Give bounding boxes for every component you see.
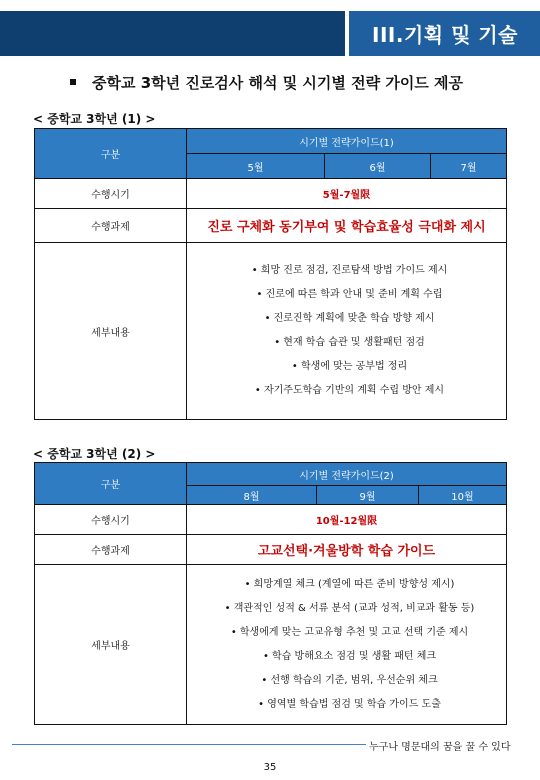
strategy-table-1 bbox=[34, 128, 507, 420]
strategy-group-header: 시기별 전략가이드(1) bbox=[187, 129, 507, 154]
detail-list bbox=[193, 259, 506, 403]
category-header: 구분 bbox=[35, 463, 187, 505]
timing-label: 수행시기 bbox=[35, 505, 187, 535]
timing-label: 수행시기 bbox=[35, 179, 187, 209]
banner-dark-block bbox=[0, 11, 345, 56]
section-heading bbox=[70, 72, 463, 93]
detail-item: • 희망 진로 점검, 진로탐색 방법 가이드 제시 bbox=[251, 265, 448, 276]
month-header: 5월 bbox=[187, 154, 325, 179]
category-header: 구분 bbox=[35, 129, 187, 179]
task-label: 수행과제 bbox=[35, 535, 187, 565]
month-header: 9월 bbox=[317, 486, 419, 505]
task-value: 진로 구체화 동기부여 및 학습효율성 극대화 제시 bbox=[187, 209, 507, 243]
detail-item: • 희망계열 체크 (계열에 따른 준비 방향성 제시) bbox=[244, 578, 455, 590]
timing-value: 5월-7월限 bbox=[187, 179, 507, 209]
timing-value: 10월-12월限 bbox=[187, 505, 507, 535]
detail-label: 세부내용 bbox=[35, 565, 187, 725]
header-banner bbox=[0, 11, 540, 56]
table-caption-1: < 중학교 3학년 (1) > bbox=[33, 112, 156, 126]
task-value: 고교선택·겨울방학 학습 가이드 bbox=[187, 535, 507, 565]
table-caption-2: < 중학교 3학년 (2) > bbox=[33, 447, 156, 461]
detail-item: • 학생에 맞는 공부법 정리 bbox=[291, 361, 408, 372]
detail-cell bbox=[187, 243, 507, 420]
detail-item: • 학습 방해요소 점검 및 생활 패턴 체크 bbox=[262, 650, 437, 662]
strategy-group-header: 시기별 전략가이드(2) bbox=[187, 463, 507, 486]
detail-item: • 학생에게 맞는 고교유형 추천 및 고교 선택 기준 제시 bbox=[230, 626, 469, 638]
chapter-title: III.기획 및 기술 bbox=[372, 23, 518, 47]
page-number: 35 bbox=[263, 762, 277, 773]
detail-item: • 자기주도학습 기반의 계획 수립 방안 제시 bbox=[254, 385, 445, 396]
detail-label: 세부내용 bbox=[35, 243, 187, 420]
detail-item: • 선행 학습의 기준, 범위, 우선순위 체크 bbox=[261, 674, 438, 686]
task-label: 수행과제 bbox=[35, 209, 187, 243]
month-header: 7월 bbox=[431, 154, 507, 179]
square-bullet-icon bbox=[70, 79, 76, 85]
month-header: 6월 bbox=[325, 154, 431, 179]
month-header: 8월 bbox=[187, 486, 317, 505]
detail-item: • 진로에 따른 학과 안내 및 준비 계획 수립 bbox=[256, 289, 443, 300]
section-heading-text: 중학교 3학년 진로검사 해석 및 시기별 전략 가이드 제공 bbox=[92, 74, 463, 92]
footer-slogan: 누구나 명문대의 꿈을 꿀 수 있다 bbox=[369, 742, 511, 753]
detail-item: • 진로진학 계획에 맞춘 학습 방향 제시 bbox=[264, 313, 435, 324]
detail-item: • 영역별 학습법 점검 및 학습 가이드 도출 bbox=[258, 698, 441, 710]
detail-item: • 현재 학습 습관 및 생활패턴 점검 bbox=[274, 337, 425, 348]
detail-cell bbox=[187, 565, 507, 725]
strategy-table-2 bbox=[34, 462, 507, 725]
detail-list bbox=[193, 573, 506, 717]
footer-divider bbox=[12, 744, 366, 745]
month-header: 10월 bbox=[419, 486, 507, 505]
detail-item: • 객관적인 성적 & 서류 분석 (교과 성적, 비교과 활동 등) bbox=[224, 602, 475, 614]
